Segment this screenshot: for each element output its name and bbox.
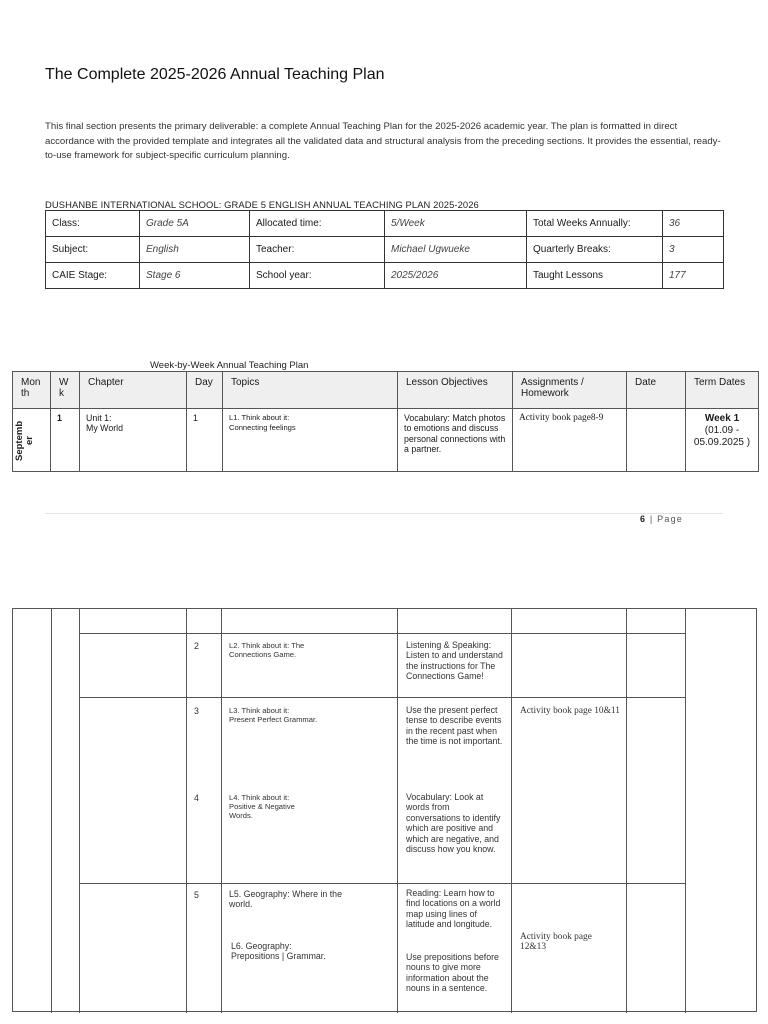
info-value: Michael Ugwueke [385, 237, 527, 263]
row-divider [79, 697, 686, 698]
objective-cell: Vocabulary: Match photos to emotions and discuss personal connections with a partner. [398, 409, 513, 472]
header-date: Date [627, 372, 686, 409]
month-label: Septemb er [14, 420, 35, 461]
day-number: 2 [194, 641, 199, 651]
topic-line: Words. [229, 811, 253, 820]
header-term-dates: Term Dates [686, 372, 759, 409]
term-dates-cell [686, 409, 759, 472]
column-divider [51, 609, 52, 1013]
date-cell [627, 409, 686, 472]
info-value: 3 [663, 237, 724, 263]
topic-line: L4. Think about it: [229, 793, 290, 802]
info-value: 36 [663, 211, 724, 237]
info-value: Grade 5A [140, 211, 250, 237]
info-row [46, 211, 724, 237]
topic-line: Connections Game. [229, 650, 297, 659]
info-value: English [140, 237, 250, 263]
topic-cell [229, 641, 389, 659]
topic-cell [231, 941, 371, 962]
assignment-cell: Activity book page 10&11 [520, 706, 620, 716]
column-divider [79, 609, 80, 1013]
header-day: Day [187, 372, 223, 409]
objective-cell: Vocabulary: Look at words from conversations to identify which are positive and which are negative, and discuss how you know. [406, 792, 501, 855]
info-row [46, 263, 724, 289]
page-separator: | [646, 514, 658, 524]
chapter-cell [80, 409, 187, 472]
info-label: Subject: [46, 237, 140, 263]
row-divider [79, 883, 686, 884]
topic-line: L1. Think about it: [229, 413, 290, 422]
continued-plan-table [12, 608, 757, 1012]
page-title: The Complete 2025-2026 Annual Teaching Plan [45, 66, 385, 83]
info-label: Allocated time: [250, 211, 385, 237]
plan-caption: Week-by-Week Annual Teaching Plan [150, 360, 309, 371]
day-number: 5 [194, 890, 199, 900]
day-number: 4 [194, 793, 199, 803]
month-cell [13, 409, 51, 472]
info-value: 177 [663, 263, 724, 289]
topic-line: L3. Think about it: [229, 706, 290, 715]
info-label: Teacher: [250, 237, 385, 263]
info-label: School year: [250, 263, 385, 289]
term-week: Week 1 [704, 413, 740, 424]
column-divider [221, 609, 222, 1013]
objective-cell: Reading: Learn how to find locations on a world map using lines of latitude and longitude. [406, 888, 501, 930]
column-divider [397, 609, 398, 1013]
row-divider [79, 633, 686, 634]
column-divider [186, 609, 187, 1013]
week-number: 1 [51, 409, 80, 472]
term-range: (01.09 - 05.09.2025 ) [693, 425, 751, 448]
topic-cell: L5. Geography: Where in the world. [229, 889, 342, 910]
plan-header-row [13, 372, 759, 409]
header-chapter: Chapter [80, 372, 187, 409]
topic-line: L6. Geography: [231, 941, 292, 951]
info-label: CAIE Stage: [46, 263, 140, 289]
info-row [46, 237, 724, 263]
info-value: Stage 6 [140, 263, 250, 289]
day-number: 1 [187, 409, 223, 472]
column-divider [511, 609, 512, 1013]
info-table [45, 210, 724, 289]
topic-line: Positive & Negative [229, 802, 295, 811]
page-number [640, 514, 683, 524]
assignment-cell: Activity book page8-9 [513, 409, 627, 472]
footer-divider [45, 513, 723, 514]
objective-cell: Use prepositions before nouns to give more information about the nouns in a sentence. [406, 952, 499, 994]
header-month: Mon th [13, 372, 51, 409]
topic-cell [223, 409, 398, 472]
chapter-unit: Unit 1: [86, 413, 112, 423]
day-number: 3 [194, 706, 199, 716]
info-value: 5/Week [385, 211, 527, 237]
intro-paragraph: This final section presents the primary deliverable: a complete Annual Teaching Plan for the 2025-2026 academic year. The plan is formatted in direct accordance with the provided template and integrates all the validated data and structural analysis from the preceding sections. It provides the essential, ready-to-use framework for subject-specific curriculum planning. [45, 121, 721, 161]
info-label: Class: [46, 211, 140, 237]
page-number-value: 6 [640, 514, 647, 524]
header-objectives: Lesson Objectives [398, 372, 513, 409]
assignment-cell: Activity book page 12&13 [520, 932, 592, 953]
plan-table [12, 371, 759, 472]
objective-cell: Listening & Speaking: Listen to and understand the instructions for The Connections Game! [406, 640, 503, 682]
topic-line: Present Perfect Grammar. [229, 715, 318, 724]
column-divider [685, 609, 686, 1013]
topic-cell [229, 793, 389, 820]
topic-line: Connecting feelings [229, 423, 296, 433]
info-value: 2025/2026 [385, 263, 527, 289]
topic-line: L2. Think about it: The [229, 641, 305, 650]
objective-cell: Use the present perfect tense to describe events in the recent past when the time is not important. [406, 705, 503, 747]
page-label: Page [657, 514, 683, 524]
header-assignments: Assignments / Homework [513, 372, 627, 409]
header-topics: Topics [223, 372, 398, 409]
topic-line: Prepositions | Grammar. [231, 951, 326, 962]
table-row [13, 409, 759, 472]
chapter-title: My World [86, 423, 123, 434]
column-divider [626, 609, 627, 1013]
info-label: Taught Lessons [527, 263, 663, 289]
topic-cell [229, 706, 389, 724]
header-week: W k [51, 372, 80, 409]
info-label: Total Weeks Annually: [527, 211, 663, 237]
info-label: Quarterly Breaks: [527, 237, 663, 263]
school-caption: DUSHANBE INTERNATIONAL SCHOOL: GRADE 5 ENGLISH ANNUAL TEACHING PLAN 2025-2026 [45, 199, 479, 210]
